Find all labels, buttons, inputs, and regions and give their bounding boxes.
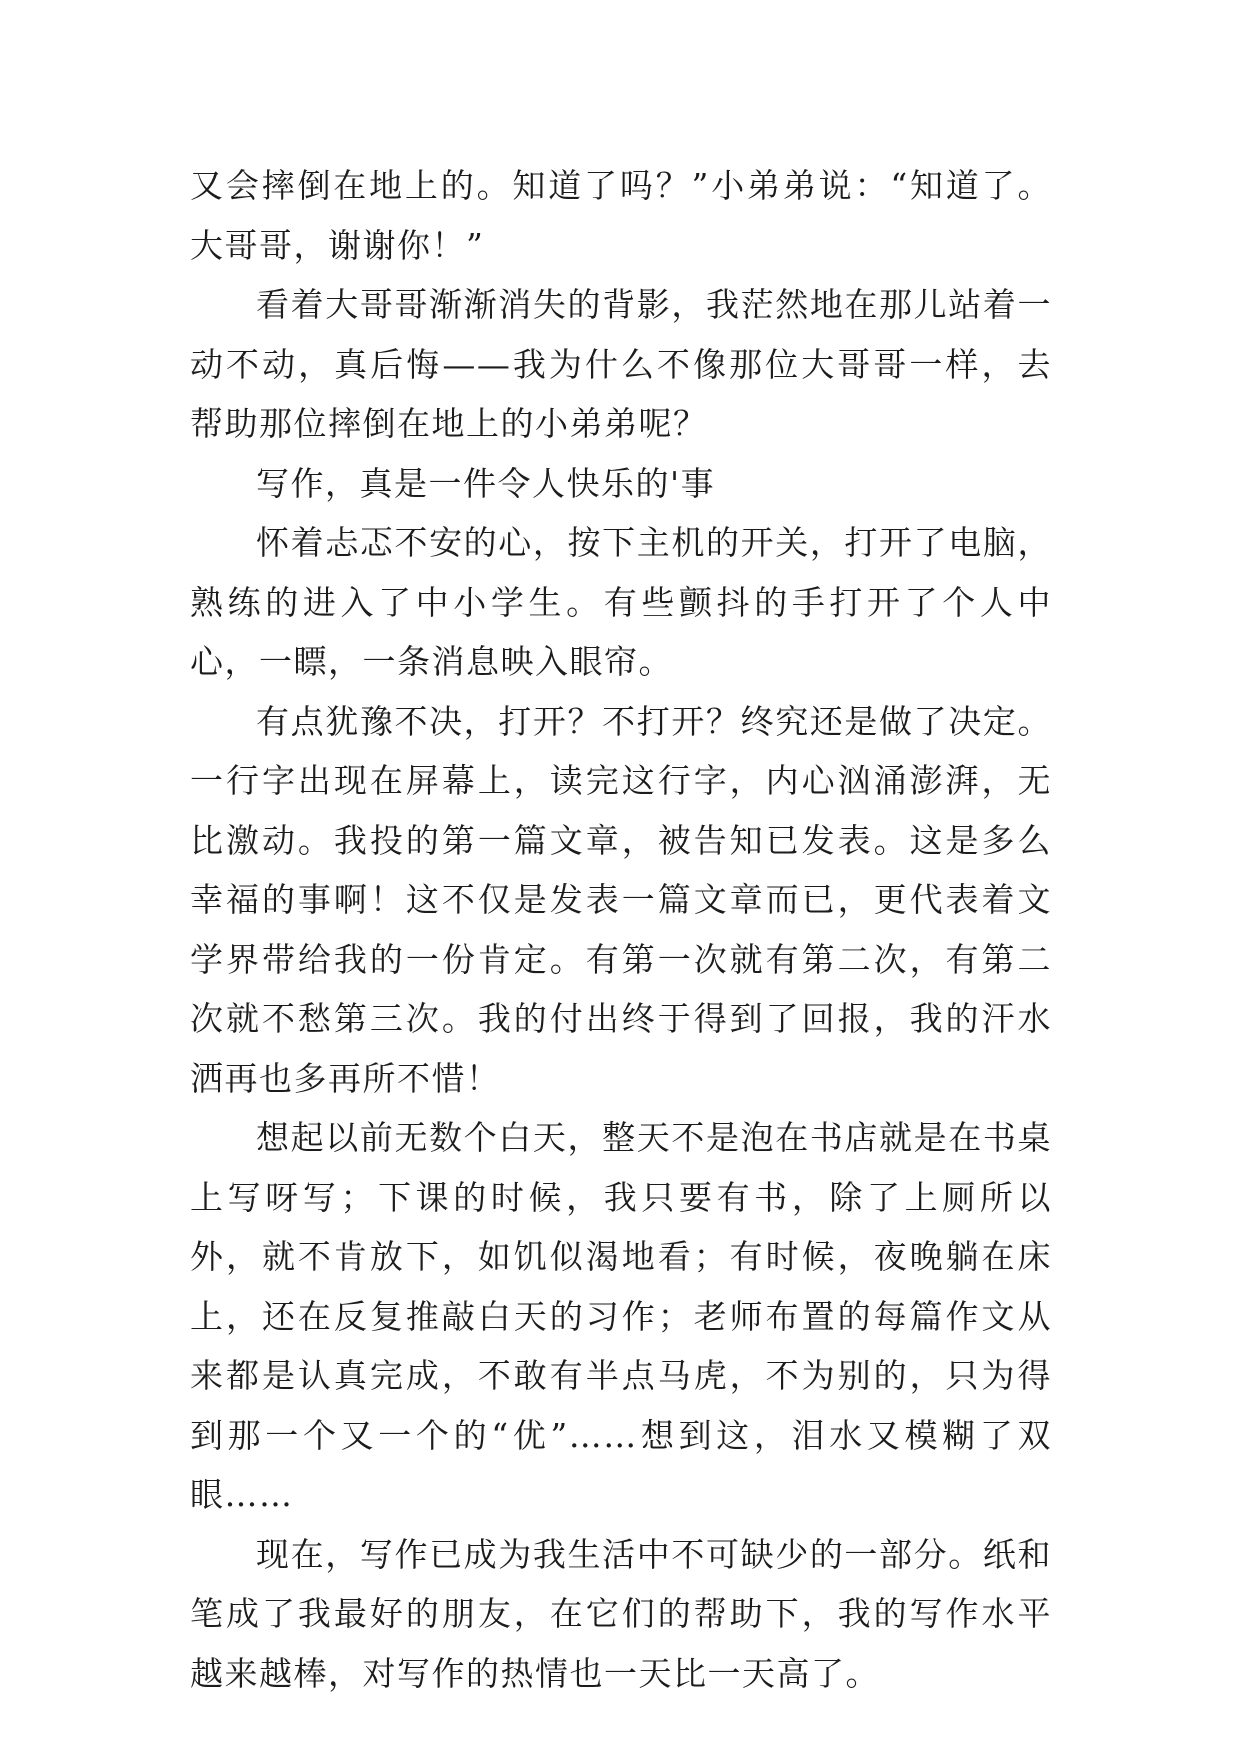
paragraph-6: 现在，写作已成为我生活中不可缺少的一部分。纸和笔成了我最好的朋友，在它们的帮助下，我的写作水平越来越棒，对写作的热情也一天比一天高了。 [190, 1534, 1052, 1693]
paragraph-5: 想起以前无数个白天，整天不是泡在书店就是在书桌上写呀写；下课的时候，我只要有书，除了上厕所以外，就不肯放下，如饥似渴地看；有时候，夜晚躺在床上，还在反复推敲白天的习作；老师布置的每篇作文从来都是认真完成，不敢有半点马虎，不为别的，只为得到那一个又一个的“优”……想到这，泪水又模糊了双眼…… [190, 1118, 1052, 1514]
document-body [190, 156, 1052, 1703]
paragraph-4: 有点犹豫不决，打开？不打开？终究还是做了决定。一行字出现在屏幕上，读完这行字，内心汹涌澎湃，无比激动。我投的第一篇文章，被告知已发表。这是多么幸福的事啊！这不仅是发表一篇文章而已，更代表着文学界带给我的一份肯定。有第一次就有第二次，有第二次就不愁第三次。我的付出终于得到了回报，我的汗水洒再也多再所不惜！ [190, 701, 1052, 1098]
paragraph-3: 怀着忐忑不安的心，按下主机的开关，打开了电脑，熟练的进入了中小学生。有些颤抖的手打开了个人中心，一瞟，一条消息映入眼帘。 [190, 523, 1052, 681]
paragraph-1: 又会摔倒在地上的。知道了吗？”小弟弟说：“知道了。大哥哥，谢谢你！” [190, 166, 1052, 265]
paragraph-2: 看着大哥哥渐渐消失的背影，我茫然地在那儿站着一动不动，真后悔——我为什么不像那位大哥哥一样，去帮助那位摔倒在地上的小弟弟呢？ [190, 285, 1052, 443]
essay-title: 写作，真是一件令人快乐的'事 [256, 463, 716, 503]
